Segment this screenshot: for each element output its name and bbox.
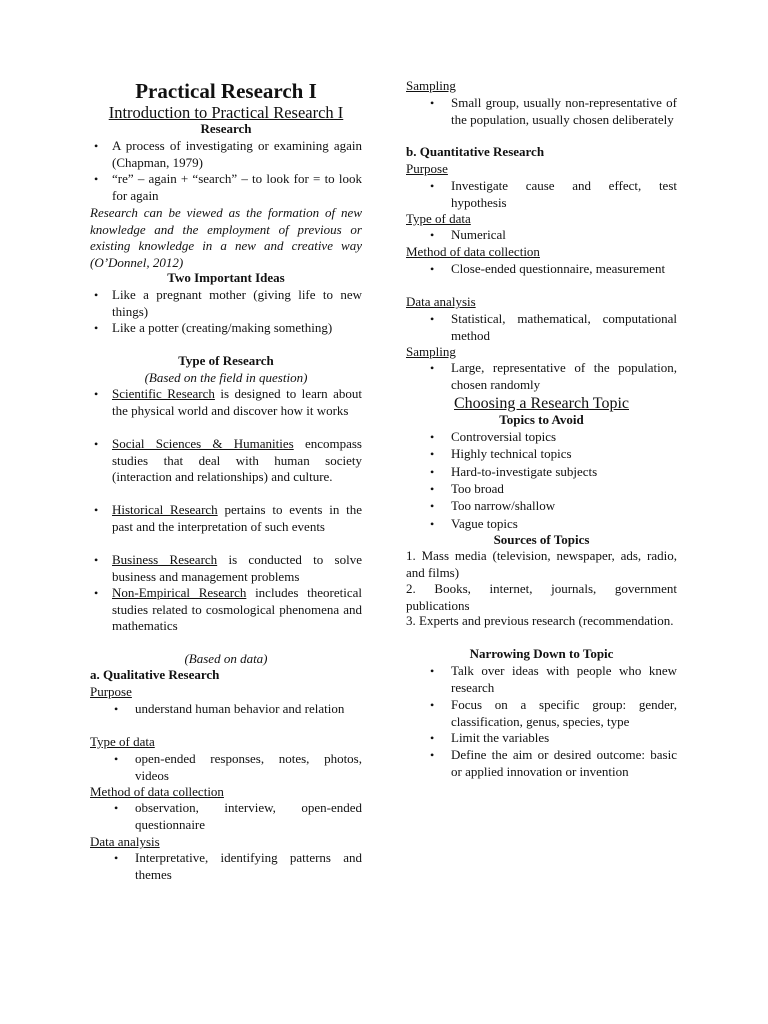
quant-purpose: • Investigate cause and effect, test hypothesis [406,178,677,211]
quant-sampling: • Large, representative of the population, chosen randomly [406,360,677,393]
type-item-scientific [90,386,362,419]
quant-method: • Close-ended questionnaire, measurement [406,261,677,278]
type-desc: pertains to events in the past and the interpretation of such events [112,502,363,534]
research-bullet: • A process of investigating or examining again (Chapman, 1979) [90,138,362,171]
source-item: 1. Mass media (television, newspaper, ads, radio, and films) [406,548,677,580]
type-term: Scientific Research [112,386,215,401]
qual-purpose-label: Purpose [90,684,132,699]
quant-purpose-label: Purpose [406,161,448,176]
type-desc: includes theoretical studies related to cosmological phenomena and mathematics [112,585,362,633]
type-term: Social Sciences & Humanities [112,436,294,451]
narrow-item: • Define the aim or desired outcome: basic or applied innovation or invention [406,747,677,780]
narrow-item: • Focus on a specific group: gender, classification, genus, species, type [406,697,677,730]
qual-sampling: • Small group, usually non-representative of the population, usually chosen deliberately [406,95,677,128]
type-desc: encompass studies that deal with human society (interaction and relationships) and culture. [112,436,362,484]
type-item-nonempirical [90,585,362,635]
choosing-topic-title: Choosing a Research Topic [454,395,629,412]
qual-purpose: • understand human behavior and relation [90,701,362,718]
quant-analysis: • Statistical, mathematical, computational method [406,311,677,344]
qual-sampling-label: Sampling [406,78,456,93]
idea-bullet: • Like a pregnant mother (giving life to new things) [90,287,362,320]
quant-type: • Numerical [406,227,677,244]
source-item: 2. Books, internet, journals, government publications [406,581,677,613]
type-note: (Based on the field in question) [144,370,308,385]
idea-bullet: • Like a potter (creating/making something) [90,320,362,337]
narrow-item: • Limit the variables [406,730,677,747]
qual-analysis: • Interpretative, identifying patterns and themes [90,850,362,883]
qual-method-label: Method of data collection [90,784,224,799]
data-note: (Based on data) [184,651,268,666]
narrow-heading: Narrowing Down to Topic [469,646,614,661]
type-heading: Type of Research [178,353,274,368]
avoid-heading: Topics to Avoid [499,412,584,427]
qual-type: • open-ended responses, notes, photos, videos [90,751,362,784]
type-desc: is designed to learn about the physical world and discover how it works [112,386,362,418]
quant-sampling-label: Sampling [406,344,456,359]
type-item-social [90,436,362,486]
avoid-item: • Highly technical topics [406,446,677,463]
research-heading: Research [200,121,252,136]
quantitative-heading: b. Quantitative Research [406,144,545,159]
page-subtitle: Introduction to Practical Research I [108,103,344,122]
research-quote: Research can be viewed as the formation of new knowledge and the employment of previous or existing knowledge in a new and creative way (O’Donnel, 2012) [90,205,362,270]
type-item-business [90,552,362,585]
narrow-item: • Talk over ideas with people who knew research [406,663,677,696]
quant-type-label: Type of data [406,211,471,226]
qual-analysis-label: Data analysis [90,834,160,849]
qualitative-heading: a. Qualitative Research [90,667,220,682]
quant-method-label: Method of data collection [406,244,540,259]
qual-type-label: Type of data [90,734,155,749]
type-term: Non-Empirical Research [112,585,247,600]
source-item: 3. Experts and previous research (recommendation. [406,613,674,628]
avoid-item: • Too broad [406,481,677,498]
sources-heading: Sources of Topics [493,532,590,547]
type-item-historical [90,502,362,535]
type-term: Historical Research [112,502,218,517]
avoid-item: • Too narrow/shallow [406,498,677,515]
qual-method: • observation, interview, open-ended questionnaire [90,800,362,833]
research-bullet: • “re” – again + “search” – to look for = to look for again [90,171,362,204]
avoid-item: • Vague topics [406,516,677,533]
type-term: Business Research [112,552,218,567]
avoid-item: • Hard-to-investigate subjects [406,464,677,481]
page-title: Practical Research I [135,79,317,103]
type-desc: is conducted to solve business and management problems [112,552,362,584]
ideas-heading: Two Important Ideas [167,270,285,285]
avoid-item: • Controversial topics [406,429,677,446]
quant-analysis-label: Data analysis [406,294,476,309]
